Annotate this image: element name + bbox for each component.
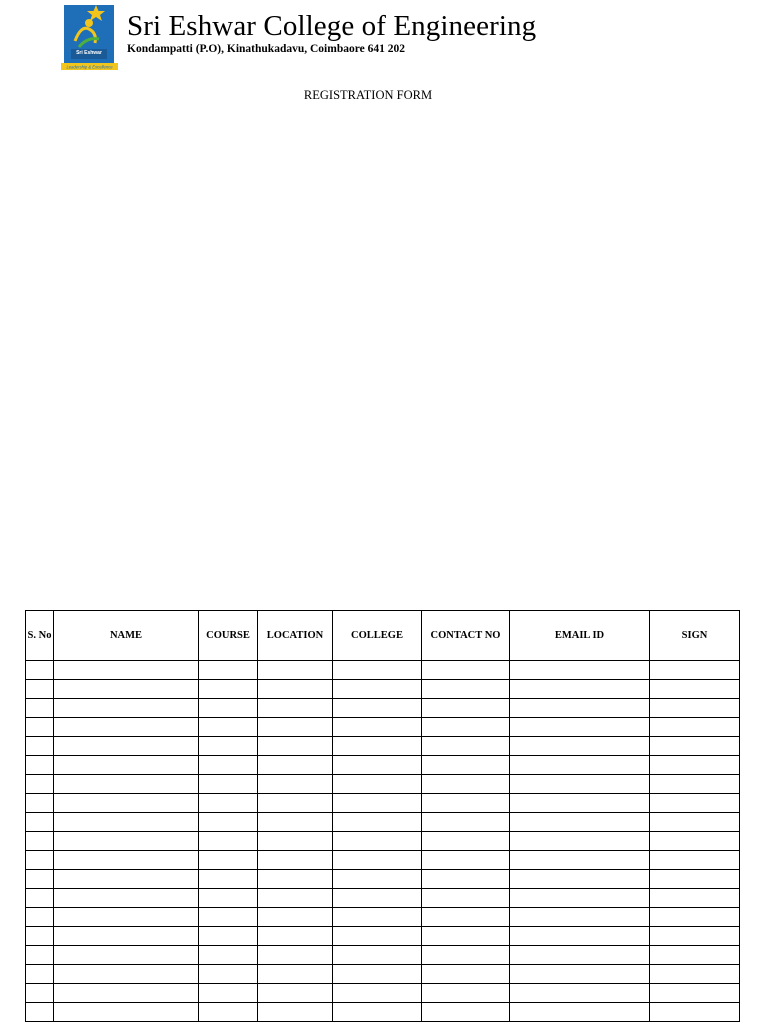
registration-table: [25, 610, 740, 1022]
table-body: [26, 661, 740, 1022]
table-cell-blank[interactable]: [422, 661, 510, 680]
table-cell-blank[interactable]: [650, 851, 740, 870]
table-cell-blank[interactable]: [510, 851, 650, 870]
table-cell-blank[interactable]: [258, 889, 333, 908]
table-cell-blank[interactable]: [199, 965, 258, 984]
table-cell-blank[interactable]: [199, 851, 258, 870]
table-cell-blank[interactable]: [422, 889, 510, 908]
table-cell-blank[interactable]: [650, 813, 740, 832]
column-header-contact-no: CONTACT NO: [422, 611, 510, 661]
table-cell-blank[interactable]: [333, 908, 422, 927]
table-cell-blank[interactable]: [258, 870, 333, 889]
table-cell-blank[interactable]: [510, 813, 650, 832]
table-cell-blank[interactable]: [333, 794, 422, 813]
table-cell-blank[interactable]: [422, 984, 510, 1003]
table-cell-blank[interactable]: [26, 718, 54, 737]
table-row: [26, 775, 740, 794]
table-cell-blank[interactable]: [54, 832, 199, 851]
table-cell-blank[interactable]: [333, 965, 422, 984]
table-cell-blank[interactable]: [199, 813, 258, 832]
table-cell-blank[interactable]: [650, 794, 740, 813]
table-cell-blank[interactable]: [26, 775, 54, 794]
table-cell-blank[interactable]: [258, 756, 333, 775]
college-logo-icon: [61, 3, 118, 70]
table-cell-blank[interactable]: [26, 851, 54, 870]
table-cell-blank[interactable]: [510, 661, 650, 680]
column-header-email-id: EMAIL ID: [510, 611, 650, 661]
table-cell-blank[interactable]: [510, 794, 650, 813]
table-cell-blank[interactable]: [54, 984, 199, 1003]
table-cell-blank[interactable]: [199, 889, 258, 908]
table-row: [26, 870, 740, 889]
table-cell-blank[interactable]: [26, 1003, 54, 1022]
table-cell-blank[interactable]: [26, 661, 54, 680]
table-cell-blank[interactable]: [650, 927, 740, 946]
table-cell-blank[interactable]: [650, 889, 740, 908]
table-row: [26, 908, 740, 927]
table-cell-blank[interactable]: [199, 908, 258, 927]
table-cell-blank[interactable]: [333, 756, 422, 775]
table-header-row: [26, 611, 740, 661]
table-cell-blank[interactable]: [54, 851, 199, 870]
table-row: [26, 851, 740, 870]
table-row: [26, 813, 740, 832]
table-cell-blank[interactable]: [510, 870, 650, 889]
table-cell-blank[interactable]: [54, 889, 199, 908]
table-cell-blank[interactable]: [333, 889, 422, 908]
table-cell-blank[interactable]: [26, 794, 54, 813]
form-title: REGISTRATION FORM: [303, 88, 433, 102]
table-cell-blank[interactable]: [422, 927, 510, 946]
column-header-course: COURSE: [199, 611, 258, 661]
table-row: [26, 946, 740, 965]
table-cell-blank[interactable]: [26, 908, 54, 927]
table-cell-blank[interactable]: [54, 718, 199, 737]
column-header-name: NAME: [54, 611, 199, 661]
table-cell-blank[interactable]: [199, 946, 258, 965]
table-cell-blank[interactable]: [650, 699, 740, 718]
table-cell-blank[interactable]: [199, 927, 258, 946]
table-cell-blank[interactable]: [258, 984, 333, 1003]
table-cell-blank[interactable]: [422, 965, 510, 984]
table-cell-blank[interactable]: [26, 832, 54, 851]
table-cell-blank[interactable]: [26, 889, 54, 908]
table-cell-blank[interactable]: [422, 870, 510, 889]
table-cell-blank[interactable]: [510, 756, 650, 775]
college-address: Kondampatti (P.O), Kinathukadavu, Coimbaore 641 202: [127, 43, 405, 55]
table-cell-blank[interactable]: [258, 737, 333, 756]
table-cell-blank[interactable]: [650, 680, 740, 699]
table-cell-blank[interactable]: [54, 775, 199, 794]
table-cell-blank[interactable]: [422, 794, 510, 813]
table-cell-blank[interactable]: [422, 946, 510, 965]
table-cell-blank[interactable]: [258, 965, 333, 984]
table-cell-blank[interactable]: [258, 718, 333, 737]
table-cell-blank[interactable]: [26, 984, 54, 1003]
table-cell-blank[interactable]: [26, 870, 54, 889]
table-cell-blank[interactable]: [650, 946, 740, 965]
table-cell-blank[interactable]: [26, 680, 54, 699]
svg-text:Sri Eshwar: Sri Eshwar: [76, 50, 102, 56]
table-cell-blank[interactable]: [26, 756, 54, 775]
table-cell-blank[interactable]: [199, 661, 258, 680]
table-row: [26, 661, 740, 680]
table-cell-blank[interactable]: [199, 680, 258, 699]
table-cell-blank[interactable]: [54, 870, 199, 889]
table-cell-blank[interactable]: [258, 946, 333, 965]
table-cell-blank[interactable]: [199, 699, 258, 718]
table-row: [26, 699, 740, 718]
table-row: [26, 737, 740, 756]
table-row: [26, 927, 740, 946]
table-row: [26, 1003, 740, 1022]
table-cell-blank[interactable]: [422, 737, 510, 756]
table-cell-blank[interactable]: [54, 946, 199, 965]
table-cell-blank[interactable]: [54, 756, 199, 775]
column-header-college: COLLEGE: [333, 611, 422, 661]
college-name: Sri Eshwar College of Engineering: [127, 10, 537, 42]
table-cell-blank[interactable]: [422, 908, 510, 927]
table-cell-blank[interactable]: [510, 889, 650, 908]
table-cell-blank[interactable]: [26, 927, 54, 946]
table-cell-blank[interactable]: [333, 718, 422, 737]
table-cell-blank[interactable]: [650, 984, 740, 1003]
table-cell-blank[interactable]: [54, 699, 199, 718]
table-cell-blank[interactable]: [510, 908, 650, 927]
table-cell-blank[interactable]: [54, 661, 199, 680]
table-cell-blank[interactable]: [199, 984, 258, 1003]
table-cell-blank[interactable]: [199, 794, 258, 813]
table-cell-blank[interactable]: [258, 851, 333, 870]
table-cell-blank[interactable]: [422, 699, 510, 718]
table-cell-blank[interactable]: [510, 680, 650, 699]
table-cell-blank[interactable]: [258, 794, 333, 813]
table-cell-blank[interactable]: [199, 775, 258, 794]
table-cell-blank[interactable]: [333, 984, 422, 1003]
table-cell-blank[interactable]: [54, 965, 199, 984]
table-cell-blank[interactable]: [510, 1003, 650, 1022]
table-cell-blank[interactable]: [258, 661, 333, 680]
table-cell-blank[interactable]: [258, 680, 333, 699]
table-cell-blank[interactable]: [26, 965, 54, 984]
table-cell-blank[interactable]: [54, 813, 199, 832]
table-cell-blank[interactable]: [422, 718, 510, 737]
table-cell-blank[interactable]: [510, 775, 650, 794]
table-cell-blank[interactable]: [650, 908, 740, 927]
table-cell-blank[interactable]: [199, 1003, 258, 1022]
table-cell-blank[interactable]: [26, 813, 54, 832]
table-cell-blank[interactable]: [54, 737, 199, 756]
table-cell-blank[interactable]: [333, 775, 422, 794]
table-row: [26, 889, 740, 908]
table-cell-blank[interactable]: [54, 908, 199, 927]
table-cell-blank[interactable]: [199, 832, 258, 851]
table-cell-blank[interactable]: [199, 870, 258, 889]
table-cell-blank[interactable]: [333, 927, 422, 946]
table-cell-blank[interactable]: [258, 813, 333, 832]
table-cell-blank[interactable]: [650, 737, 740, 756]
table-cell-blank[interactable]: [26, 946, 54, 965]
table-cell-blank[interactable]: [199, 756, 258, 775]
table-cell-blank[interactable]: [258, 832, 333, 851]
table-cell-blank[interactable]: [422, 756, 510, 775]
column-header-sign: SIGN: [650, 611, 740, 661]
table-cell-blank[interactable]: [26, 699, 54, 718]
table-cell-blank[interactable]: [510, 832, 650, 851]
table-row: [26, 756, 740, 775]
table-cell-blank[interactable]: [650, 661, 740, 680]
table-cell-blank[interactable]: [650, 718, 740, 737]
table-cell-blank[interactable]: [510, 984, 650, 1003]
column-header-sno: S. No: [26, 611, 54, 661]
table-cell-blank[interactable]: [333, 661, 422, 680]
table-cell-blank[interactable]: [333, 680, 422, 699]
table-cell-blank[interactable]: [510, 946, 650, 965]
table-cell-blank[interactable]: [258, 1003, 333, 1022]
table-cell-blank[interactable]: [258, 927, 333, 946]
table-cell-blank[interactable]: [333, 870, 422, 889]
table-cell-blank[interactable]: [510, 718, 650, 737]
table-cell-blank[interactable]: [510, 965, 650, 984]
table-cell-blank[interactable]: [422, 680, 510, 699]
svg-text:Leadership & Excellence: Leadership & Excellence: [66, 64, 113, 70]
table-cell-blank[interactable]: [650, 832, 740, 851]
table-cell-blank[interactable]: [650, 756, 740, 775]
table-cell-blank[interactable]: [54, 794, 199, 813]
table-cell-blank[interactable]: [333, 737, 422, 756]
table-cell-blank[interactable]: [54, 1003, 199, 1022]
table-cell-blank[interactable]: [333, 699, 422, 718]
table-cell-blank[interactable]: [54, 927, 199, 946]
table-cell-blank[interactable]: [199, 737, 258, 756]
table-row: [26, 832, 740, 851]
table-cell-blank[interactable]: [333, 813, 422, 832]
table-cell-blank[interactable]: [333, 832, 422, 851]
table-cell-blank[interactable]: [422, 1003, 510, 1022]
table-row: [26, 794, 740, 813]
column-header-location: LOCATION: [258, 611, 333, 661]
table-cell-blank[interactable]: [650, 870, 740, 889]
table-cell-blank[interactable]: [333, 1003, 422, 1022]
table-cell-blank[interactable]: [333, 851, 422, 870]
table-row: [26, 718, 740, 737]
table-cell-blank[interactable]: [54, 680, 199, 699]
table-row: [26, 680, 740, 699]
table-cell-blank[interactable]: [650, 775, 740, 794]
table-row: [26, 984, 740, 1003]
table-row: [26, 965, 740, 984]
table-cell-blank[interactable]: [422, 851, 510, 870]
table-cell-blank[interactable]: [199, 718, 258, 737]
table-cell-blank[interactable]: [650, 965, 740, 984]
table-cell-blank[interactable]: [510, 737, 650, 756]
table-cell-blank[interactable]: [510, 699, 650, 718]
table-cell-blank[interactable]: [258, 908, 333, 927]
table-cell-blank[interactable]: [258, 699, 333, 718]
table-cell-blank[interactable]: [258, 775, 333, 794]
table-cell-blank[interactable]: [26, 737, 54, 756]
table-cell-blank[interactable]: [422, 813, 510, 832]
table-cell-blank[interactable]: [333, 946, 422, 965]
table-cell-blank[interactable]: [510, 927, 650, 946]
table-cell-blank[interactable]: [422, 775, 510, 794]
table-cell-blank[interactable]: [422, 832, 510, 851]
table-cell-blank[interactable]: [650, 1003, 740, 1022]
